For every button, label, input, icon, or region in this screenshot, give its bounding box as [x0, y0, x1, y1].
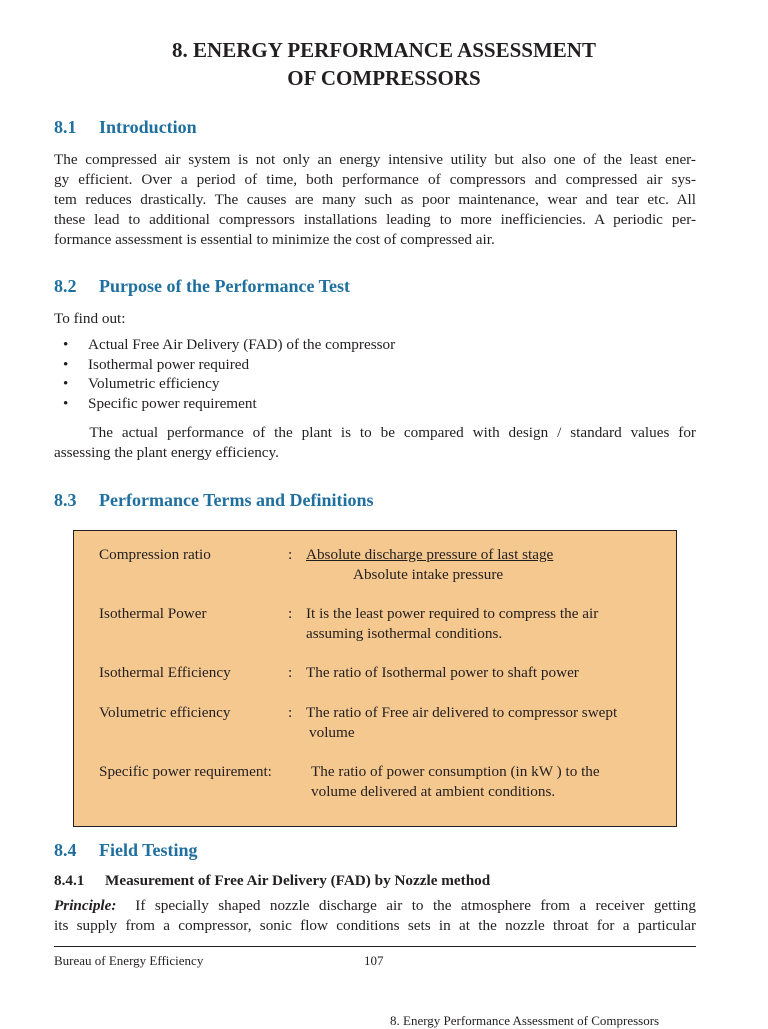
- definition-text: The ratio of Isothermal power to shaft power: [306, 664, 579, 681]
- section-number: 8.3: [54, 490, 77, 510]
- section-number: 8.4: [54, 840, 77, 860]
- purpose-lead: To find out:: [54, 310, 126, 327]
- purpose-closing-line-2: assessing the plant energy efficiency.: [54, 444, 279, 461]
- footer-publisher: Bureau of Energy Efficiency: [54, 953, 204, 968]
- footer-page-number: 107: [364, 953, 384, 968]
- list-item: • Isothermal power required: [63, 355, 250, 373]
- intro-line-3: tem reduces drastically. The causes are many such as poor maintenance, wear and tear etc. All: [54, 191, 696, 208]
- definitions-box: [73, 530, 677, 827]
- definition-term: Isothermal Power: [99, 605, 207, 622]
- intro-line-1: The compressed air system is not only an energy intensive utility but also one of the least ener-: [54, 151, 696, 168]
- section-heading-purpose: [54, 276, 350, 297]
- next-page-running-head: 8. Energy Performance Assessment of Compressors: [390, 1013, 660, 1028]
- section-number: 8.2: [54, 276, 77, 296]
- definition-colon: :: [288, 546, 293, 563]
- definition-text: The ratio of Free air delivered to compressor swept volume: [306, 704, 618, 741]
- definition-term: Volumetric efficiency: [99, 704, 231, 721]
- subsection-heading: [54, 872, 490, 890]
- ratio-denominator: Absolute intake pressure: [353, 565, 504, 583]
- ratio-numerator: Absolute discharge pressure of last stage: [306, 546, 554, 563]
- intro-line-2: gy efficient. Over a period of time, both performance of compressors and compressed air sys-: [54, 171, 696, 188]
- principle-line-2: its supply from a compressor, sonic flow conditions sets in at the nozzle throat for a particular: [54, 917, 696, 934]
- section-title: Introduction: [99, 117, 197, 137]
- page-title-line-2: OF COMPRESSORS: [287, 66, 481, 90]
- purpose-closing-line-1: The actual performance of the plant is to be compared with design / standard values for: [54, 424, 696, 441]
- bullet-icon: •: [63, 395, 69, 413]
- definition-colon: :: [288, 664, 293, 681]
- principle-label: Principle:: [54, 897, 117, 914]
- purpose-closing-paragraph: [54, 423, 696, 463]
- definition-term: Isothermal Efficiency: [99, 664, 231, 681]
- bullet-icon: •: [63, 355, 69, 373]
- purpose-bullet-list: [54, 335, 395, 414]
- definition-text: The ratio of power consumption (in kW ) to the volume delivered at ambient conditions.: [311, 763, 600, 800]
- intro-line-5: formance assessment is essential to minimize the cost of compressed air.: [54, 231, 495, 248]
- subsection-title: Measurement of Free Air Delivery (FAD) by Nozzle method: [105, 872, 491, 889]
- definition-text: [306, 545, 686, 584]
- list-item: • Volumetric efficiency: [63, 375, 220, 393]
- definition-colon: :: [288, 704, 293, 721]
- footer-rule: [54, 946, 696, 947]
- subsection-number: 8.4.1: [54, 872, 85, 889]
- section-title: Performance Terms and Definitions: [99, 490, 374, 510]
- page-title-line-1: 8. ENERGY PERFORMANCE ASSESSMENT: [172, 38, 596, 62]
- section-title: Field Testing: [99, 840, 198, 860]
- principle-paragraph: [54, 896, 696, 936]
- intro-line-4: these lead to additional compressors installations leading to more inefficiencies. A periodic per-: [54, 211, 696, 228]
- section-heading-field-testing: [54, 840, 198, 861]
- definition-term: Compression ratio: [99, 546, 211, 563]
- bullet-icon: •: [63, 375, 69, 393]
- definition-term: Specific power requirement:: [99, 763, 272, 780]
- list-item: • Actual Free Air Delivery (FAD) of the compressor: [63, 336, 396, 353]
- definition-colon: :: [288, 605, 293, 622]
- list-item: • Specific power requirement: [63, 395, 257, 413]
- section-number: 8.1: [54, 117, 77, 137]
- bullet-icon: •: [63, 336, 69, 353]
- page-title: [0, 36, 768, 92]
- section-title: Purpose of the Performance Test: [99, 276, 350, 296]
- section-heading-intro: [54, 117, 197, 138]
- principle-line-1: Principle: If specially shaped nozzle discharge air to the atmosphere from a receiver getting: [54, 897, 696, 914]
- section-heading-definitions: [54, 490, 373, 511]
- intro-paragraph: [54, 150, 696, 250]
- definition-text: It is the least power required to compress the air assuming isothermal conditions.: [306, 605, 599, 642]
